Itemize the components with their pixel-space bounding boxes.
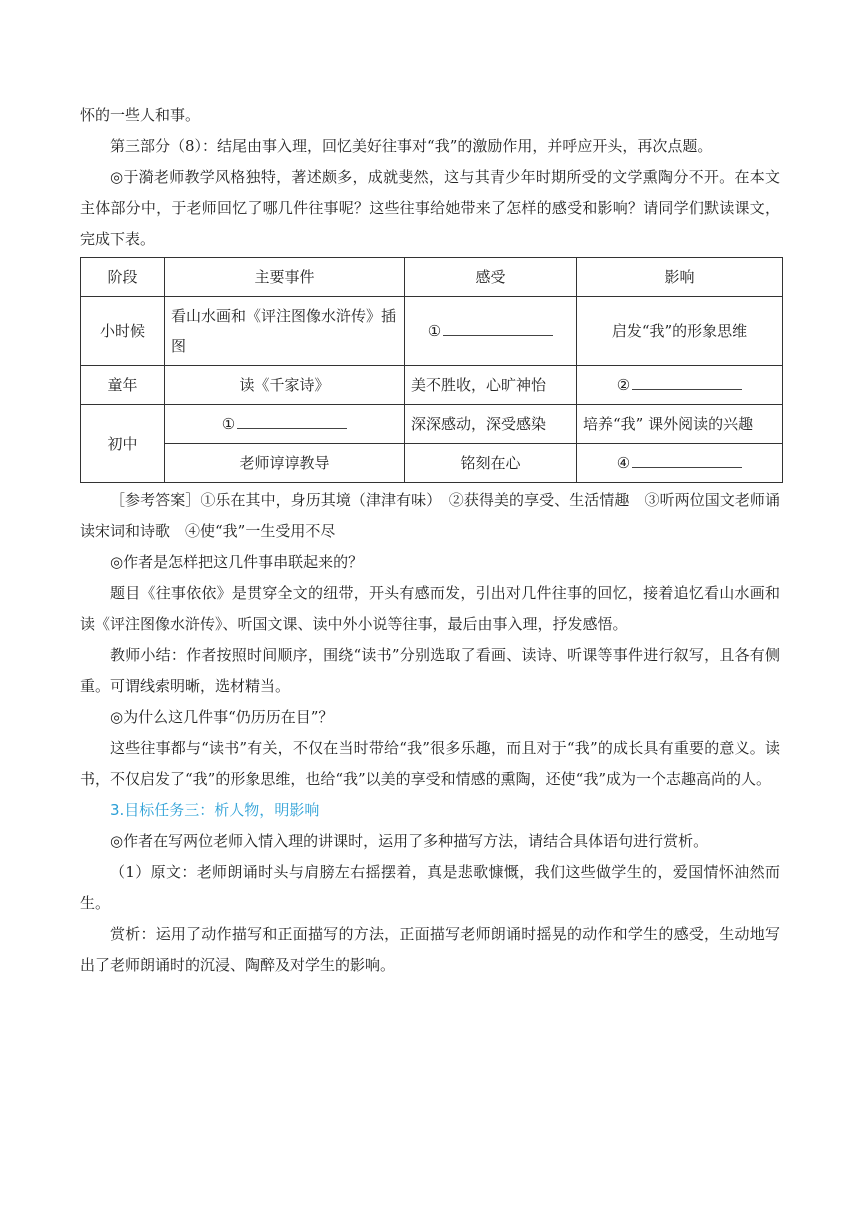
question-two: ◎作者是怎样把这几件事串联起来的？ xyxy=(110,553,364,571)
header-effect: 影响 xyxy=(577,258,783,297)
table-header-row xyxy=(81,258,783,297)
table-row xyxy=(81,297,783,366)
question-four: ◎作者在写两位老师入情入理的讲课时，运用了多种描写方法，请结合具体语句进行赏析。 xyxy=(110,832,709,850)
table-row xyxy=(81,405,783,444)
blank-line xyxy=(632,451,742,468)
cell-effect: 启发“我”的形象思维 xyxy=(577,297,783,366)
task-three-heading: 3.目标任务三：析人物，明影响 xyxy=(110,801,320,819)
cell-effect: 培养“我” 课外阅读的兴趣 xyxy=(577,405,783,444)
cell-feeling: 铭刻在心 xyxy=(405,444,577,483)
cell-effect xyxy=(577,444,783,483)
blank-label: ① xyxy=(427,322,442,340)
blank-line xyxy=(443,319,553,336)
document-page xyxy=(80,100,780,981)
table-row xyxy=(81,444,783,483)
answer-two: 题目《往事依依》是贯穿全文的纽带，开头有感而发，引出对几件往事的回忆，接着追忆看山水画和读《评注图像水浒传》、听国文课、读中外小说等往事，最后由事入理，抒发感悟。 xyxy=(80,584,780,633)
blank-line xyxy=(237,412,347,429)
answer-three: 这些往事都与“读书”有关，不仅在当时带给“我”很多乐趣，而且对于“我”的成长具有重要的意义。读书，不仅启发了“我”的形象思维，也给“我”以美的享受和情感的熏陶，还使“我”成为一个志趣高尚的人。 xyxy=(80,739,780,788)
cell-feeling: 深深感动，深受感染 xyxy=(405,405,577,444)
analysis-text: 赏析：运用了动作描写和正面描写的方法，正面描写老师朗诵时摇晃的动作和学生的感受，生动地写出了老师朗诵时的沉浸、陶醉及对学生的影响。 xyxy=(80,925,780,974)
teacher-summary: 教师小结：作者按照时间顺序，围绕“读书”分别选取了看画、读诗、听课等事件进行叙写，且各有侧重。可谓线索明晰，选材精当。 xyxy=(80,646,780,695)
cell-feeling xyxy=(405,297,577,366)
blank-label: ② xyxy=(616,376,631,394)
paragraph-part-three: 第三部分（8）：结尾由事入理，回忆美好往事对“我”的激励作用，并呼应开头，再次点题。 xyxy=(110,137,713,155)
cell-event: 读《千家诗》 xyxy=(165,366,405,405)
reference-answer: ［参考答案］①乐在其中，身历其境（津津有味） ②获得美的享受、生活情趣 ③听两位国文老师诵读宋词和诗歌 ④使“我”一生受用不尽 xyxy=(80,491,780,540)
cell-event: 看山水画和《评注图像水浒传》插图 xyxy=(165,297,405,366)
blank-line xyxy=(632,373,742,390)
cell-feeling: 美不胜收，心旷神怡 xyxy=(405,366,577,405)
paragraph-continuation: 怀的一些人和事。 xyxy=(80,106,201,124)
blank-label: ① xyxy=(221,415,236,433)
events-table xyxy=(80,257,783,483)
cell-event: 老师谆谆教导 xyxy=(165,444,405,483)
blank-label: ④ xyxy=(616,454,631,472)
header-stage: 阶段 xyxy=(81,258,165,297)
original-text: （1）原文：老师朗诵时头与肩膀左右摇摆着，真是悲歌慷慨，我们这些做学生的，爱国情怀油然而生。 xyxy=(80,863,780,912)
header-event: 主要事件 xyxy=(165,258,405,297)
question-three: ◎为什么这几件事“仍历历在目”？ xyxy=(110,708,334,726)
cell-stage: 小时候 xyxy=(81,297,165,366)
cell-stage: 初中 xyxy=(81,405,165,483)
cell-event xyxy=(165,405,405,444)
paragraph-question-intro: ◎于漪老师教学风格独特，著述颇多，成就斐然，这与其青少年时期所受的文学熏陶分不开。在本文主体部分中，于老师回忆了哪几件往事呢？这些往事给她带来了怎样的感受和影响？请同学们默读课文，完成下表。 xyxy=(80,168,780,248)
cell-effect xyxy=(577,366,783,405)
header-feeling: 感受 xyxy=(405,258,577,297)
cell-stage: 童年 xyxy=(81,366,165,405)
table-row xyxy=(81,366,783,405)
